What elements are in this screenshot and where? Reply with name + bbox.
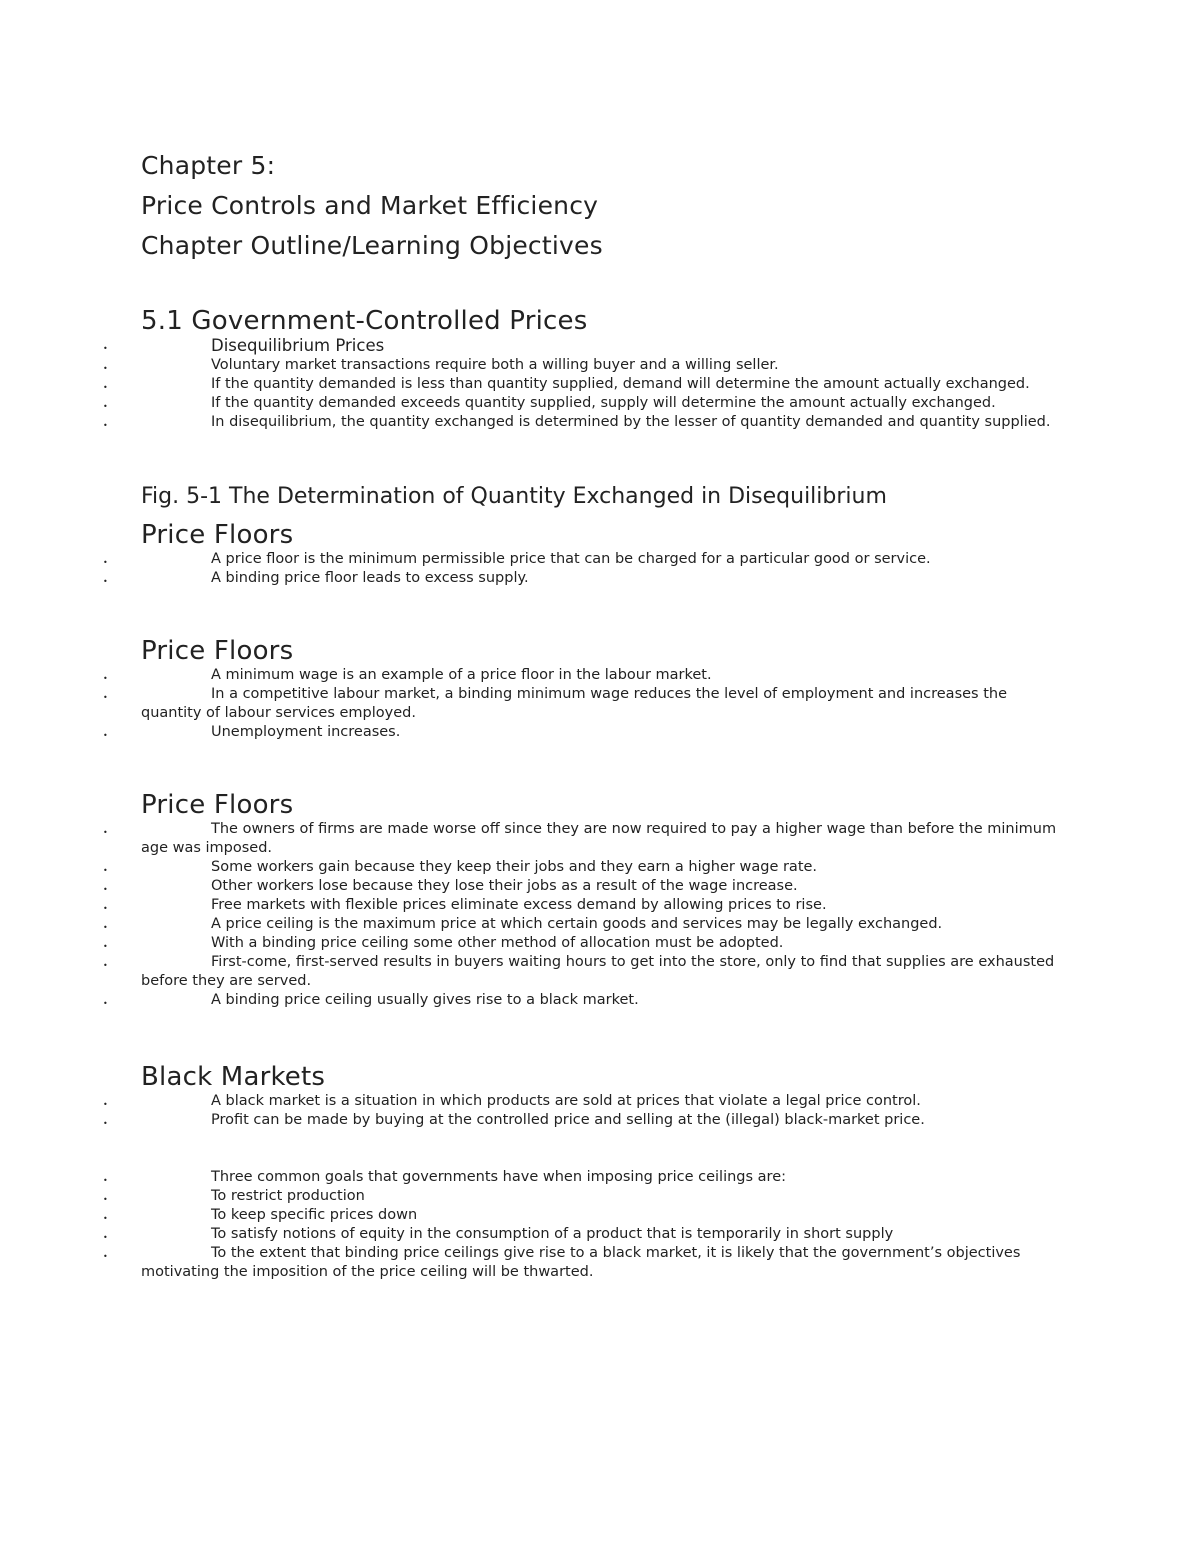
list-item: • A black market is a situation in which products are sold at prices that violate a legal price control.: [141, 1092, 1061, 1111]
list-item: • With a binding price ceiling some other method of allocation must be adopted.: [141, 934, 1061, 953]
list-item: • Free markets with flexible prices eliminate excess demand by allowing prices to rise.: [141, 896, 1061, 915]
section-heading: Price Floors: [141, 520, 294, 550]
list-item: • A price ceiling is the maximum price at which certain goods and services may be legally exchanged.: [141, 915, 1061, 934]
chapter-title: Price Controls and Market Efficiency: [141, 191, 599, 220]
list-item: • A binding price ceiling usually gives rise to a black market.: [141, 991, 1061, 1010]
list-item: • Unemployment increases.: [141, 723, 1061, 742]
section-black-markets: [141, 1062, 1061, 1282]
list-item: • To restrict production: [141, 1187, 1061, 1206]
section-heading: Price Floors: [141, 636, 294, 666]
section-heading: Black Markets: [141, 1062, 326, 1092]
document-page: [141, 146, 1061, 1282]
section-heading: 5.1 Government-Controlled Prices: [141, 306, 588, 336]
list-item: • Voluntary market transactions require both a willing buyer and a willing seller.: [141, 356, 1061, 375]
list-item: • Three common goals that governments have when imposing price ceilings are:: [141, 1168, 1061, 1187]
list-item: • To keep specific prices down: [141, 1206, 1061, 1225]
list-item: • In a competitive labour market, a binding minimum wage reduces the level of employment and increases the quantity of labour services employed.: [141, 685, 1061, 723]
list-item: • To satisfy notions of equity in the consumption of a product that is temporarily in short supply: [141, 1225, 1061, 1244]
bullet-list: [141, 550, 1061, 588]
section-price-floors-2: [141, 636, 1061, 742]
bullet-list-goals: [141, 1168, 1061, 1282]
figure-caption: Fig. 5-1 The Determination of Quantity Exchanged in Disequilibrium: [141, 484, 887, 509]
list-item: • To the extent that binding price ceilings give rise to a black market, it is likely that the government’s objectives motivating the imposition of the price ceiling will be thwarted.: [141, 1244, 1061, 1282]
list-item: • In disequilibrium, the quantity exchanged is determined by the lesser of quantity demanded and quantity supplied.: [141, 413, 1061, 432]
list-item: • If the quantity demanded exceeds quantity supplied, supply will determine the amount actually exchanged.: [141, 394, 1061, 413]
list-item: • Some workers gain because they keep their jobs and they earn a higher wage rate.: [141, 858, 1061, 877]
bullet-list: [141, 820, 1061, 1010]
list-item: • Other workers lose because they lose their jobs as a result of the wage increase.: [141, 877, 1061, 896]
section-price-floors-1: [141, 482, 1061, 588]
list-item: • Disequilibrium Prices: [141, 336, 1061, 356]
bullet-list: [141, 1092, 1061, 1130]
list-item: • A minimum wage is an example of a price floor in the labour market.: [141, 666, 1061, 685]
bullet-list: [141, 336, 1061, 432]
chapter-number: Chapter 5:: [141, 151, 276, 180]
list-item: • A price floor is the minimum permissible price that can be charged for a particular good or service.: [141, 550, 1061, 569]
list-item: • A binding price floor leads to excess supply.: [141, 569, 1061, 588]
section-heading: Price Floors: [141, 790, 294, 820]
list-item: • If the quantity demanded is less than quantity supplied, demand will determine the amount actually exchanged.: [141, 375, 1061, 394]
chapter-title-block: [141, 146, 1061, 266]
list-item: • The owners of firms are made worse off since they are now required to pay a higher wage than before the minimum age was imposed.: [141, 820, 1061, 858]
section-government-controlled-prices: [141, 306, 1061, 432]
list-item: • First-come, first-served results in buyers waiting hours to get into the store, only to find that supplies are exhausted before they are served.: [141, 953, 1061, 991]
bullet-list: [141, 666, 1061, 742]
section-price-floors-3: [141, 790, 1061, 1010]
list-item: • Profit can be made by buying at the controlled price and selling at the (illegal) black-market price.: [141, 1111, 1061, 1130]
chapter-subtitle: Chapter Outline/Learning Objectives: [141, 231, 603, 260]
